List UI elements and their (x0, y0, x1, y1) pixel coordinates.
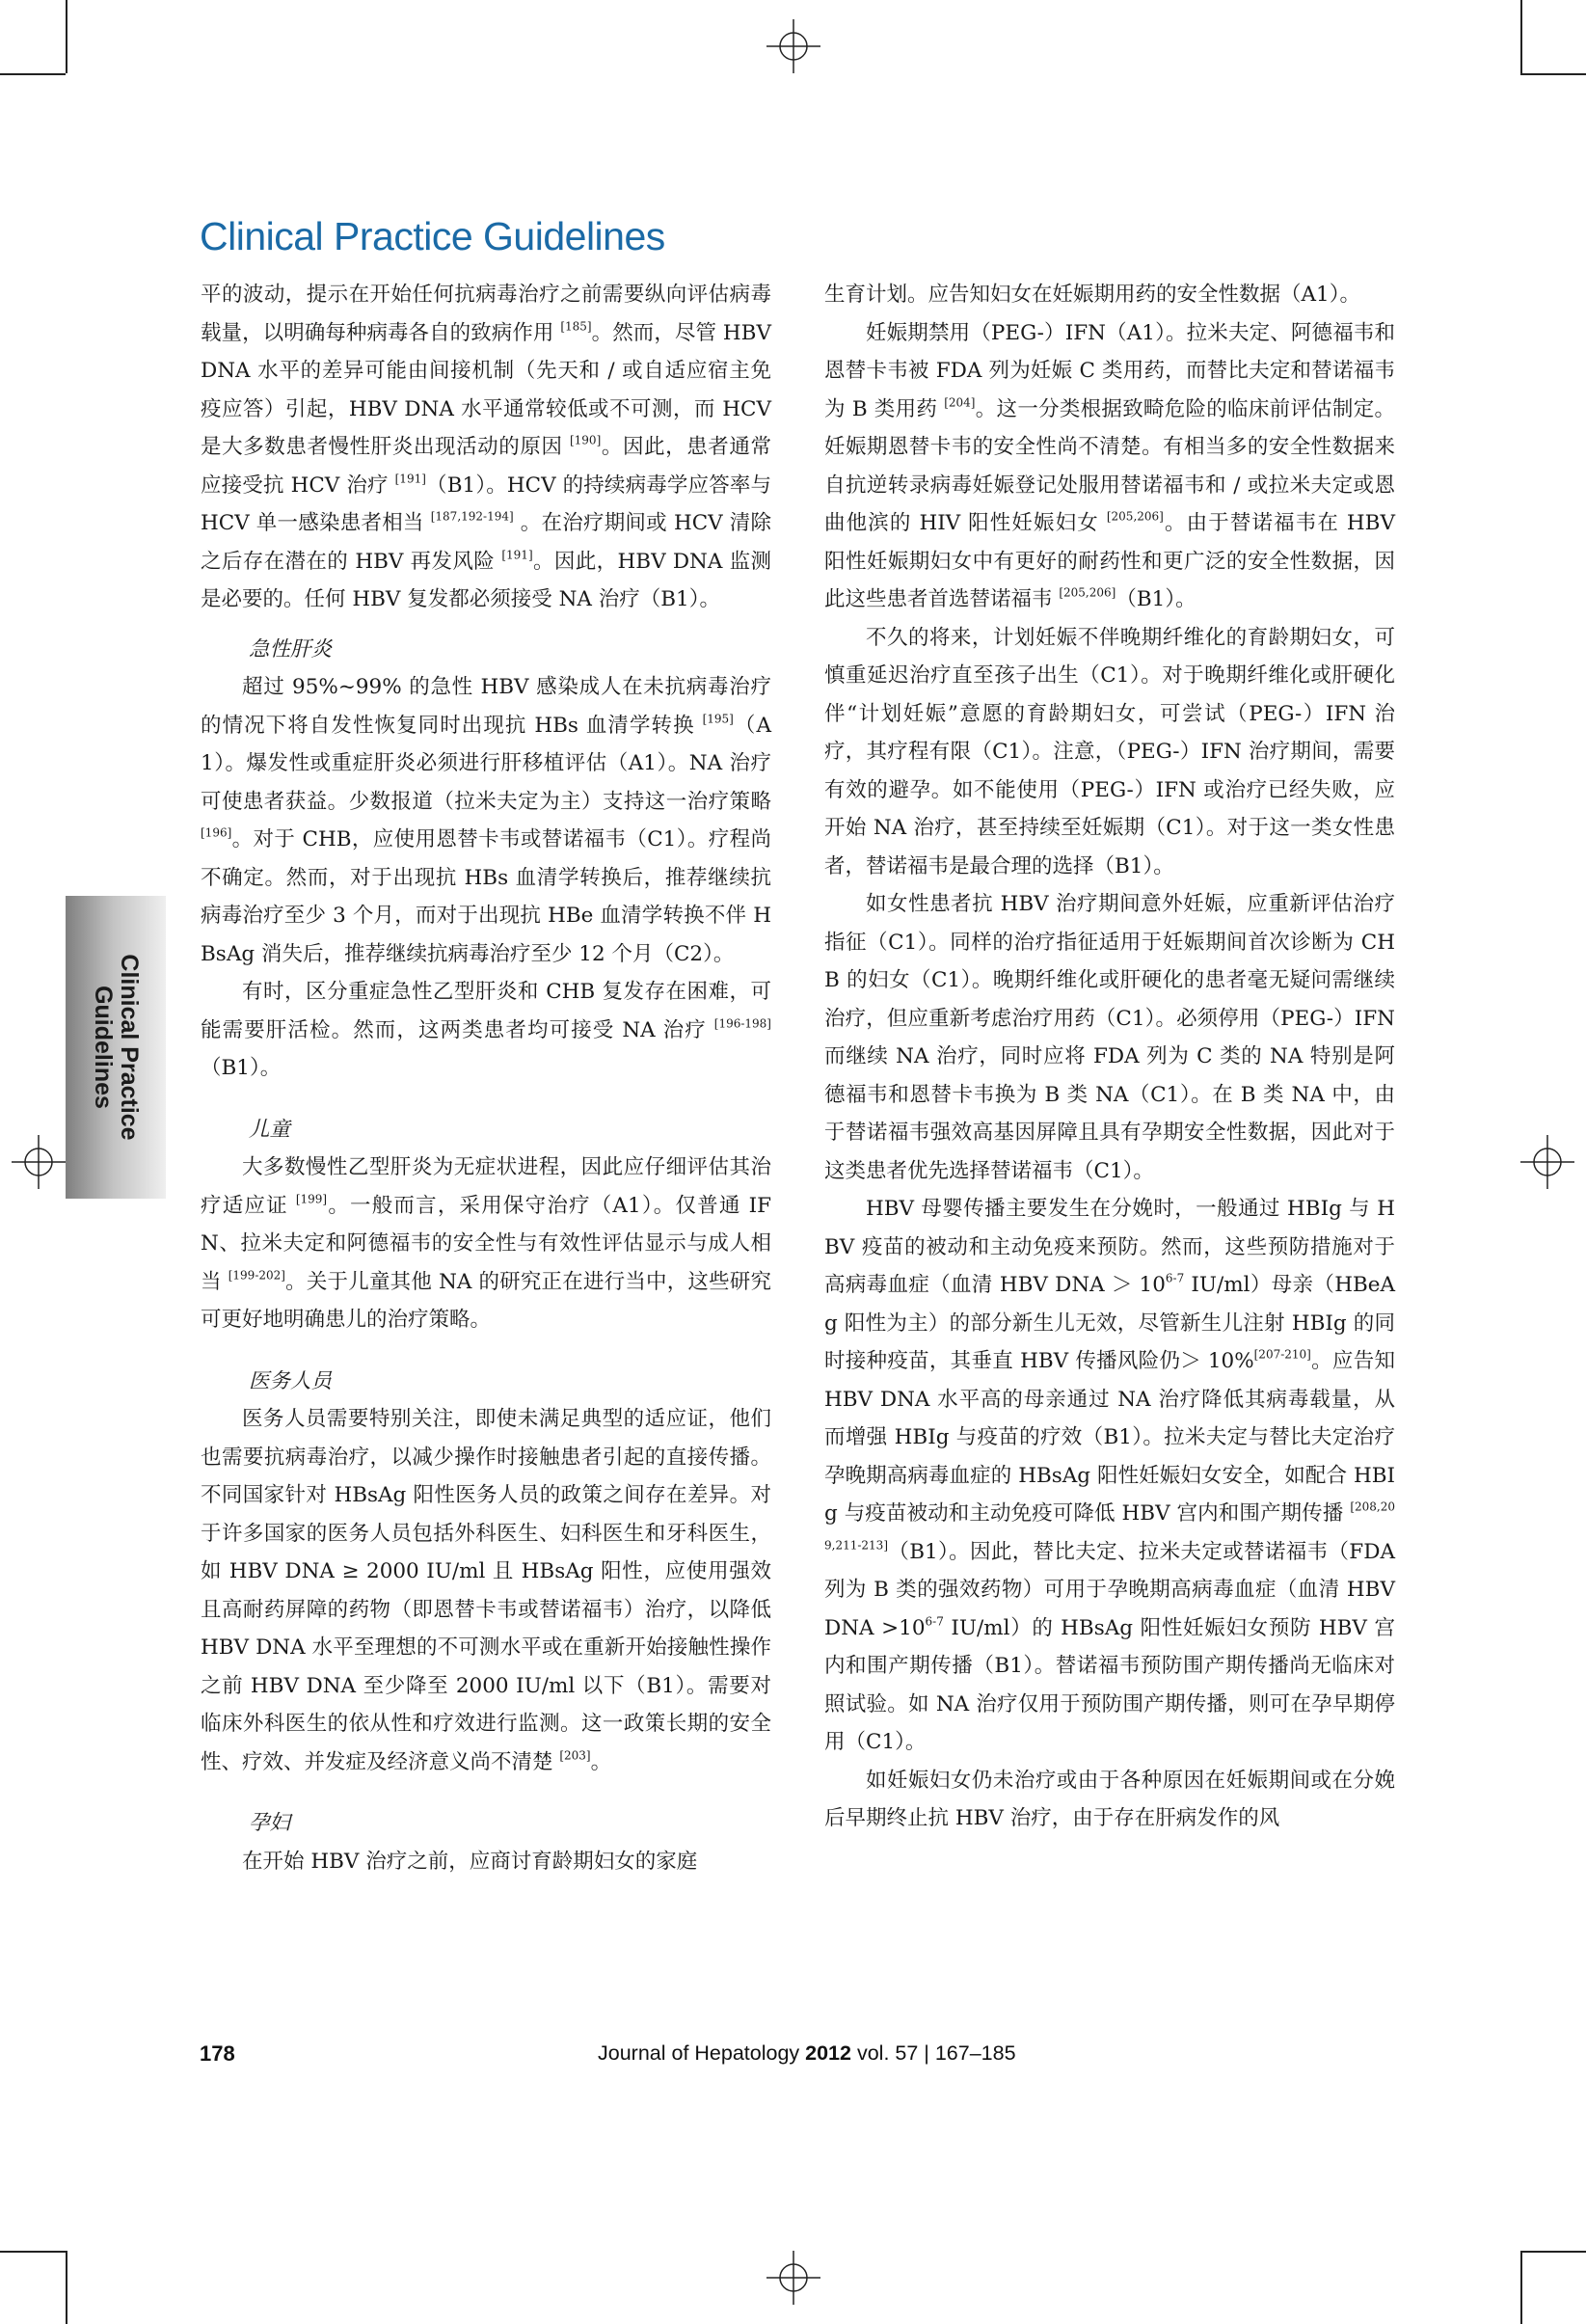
journal-citation (598, 2041, 1016, 2066)
citation-superscript: [185] (560, 318, 592, 333)
crop-mark (1520, 2251, 1522, 2324)
journal-volume-pages: vol. 57 | 167–185 (850, 2041, 1016, 2065)
page-header-title: Clinical Practice Guidelines (200, 214, 665, 258)
crop-mark (0, 73, 66, 75)
citation-superscript: [208,209,211-213] (824, 1500, 1395, 1552)
page-number: 178 (200, 2041, 235, 2066)
citation-superscript: [196-198] (713, 1015, 771, 1030)
citation-superscript: [203] (559, 1747, 591, 1762)
section-heading-healthcare-workers: 医务人员 (249, 1368, 333, 1393)
paragraph: 医务人员需要特别关注，即使未满足典型的适应证，他们也需要抗病毒治疗，以减少操作时接触患者引起的直接传播。不同国家针对 HBsAg 阳性医务人员的政策之间存在差异。对于许多国家的医务人员包括外科医生、妇科医生和牙科医生，如 HBV DNA ≥ 2000 IU/ml 且 HBsAg 阳性，应使用强效且高耐药屏障的药物（即恩替卡韦或替诺福韦）治疗，以降低 HBV DNA 水平至理想的不可测水平或在重新开始接触性操作之前 HBV DNA 至少降至 2000 IU/ml 以下（B1）。需要对临床外科医生的依从性和疗效进行监测。这一政策长期的安全性、疗效、并发症及经济意义尚不清楚 [203]。 (201, 1407, 771, 1774)
paragraph: 超过 95%~99% 的急性 HBV 感染成人在未抗病毒治疗的情况下将自发性恢复同时出现抗 HBs 血清学转换 [195]（A1）。爆发性或重症肝炎必须进行肝移植评估（A1）。NA 治疗可使患者获益。少数报道（拉米夫定为主）支持这一治疗策略 [196]。对于 CHB，应使用恩替卡韦或替诺福韦（C1）。疗程尚不确定。然而，对于出现抗 HBs 血清学转换后，推荐继续抗病毒治疗至少 3 个月，而对于出现抗 HBe 血清学转换不伴 HBsAg 消失后，推荐继续抗病毒治疗至少 12 个月（C2）。 (201, 675, 771, 966)
side-tab-line-2: Guidelines (90, 986, 117, 1109)
paragraph: 妊娠期禁用（PEG-）IFN（A1）。拉米夫定、阿德福韦和恩替卡韦被 FDA 列为妊娠 C 类用药，而替比夫定和替诺福韦为 B 类用药 [204]。这一分类根据致畸危险的临床前评估制定。妊娠期恩替卡韦的安全性尚不清楚。有相当多的安全性数据来自抗逆转录病毒妊娠登记处服用替诺福韦和 / 或拉米夫定或恩曲他滨的 HIV 阳性妊娠妇女 [205,206]。由于替诺福韦在 HBV 阳性妊娠期妇女中有更好的耐药性和更广泛的安全性数据，因此这些患者首选替诺福韦 [205,206]（B1）。 (824, 320, 1395, 611)
side-tab-label (90, 954, 142, 1140)
crop-mark (66, 2251, 67, 2324)
section-heading-acute-hepatitis: 急性肝炎 (249, 636, 333, 662)
registration-mark (766, 19, 820, 73)
crop-mark (1520, 0, 1522, 73)
journal-year: 2012 (805, 2041, 851, 2065)
citation-superscript: [204] (944, 394, 976, 409)
journal-name: Journal of Hepatology (598, 2041, 806, 2065)
paragraph: 平的波动，提示在开始任何抗病毒治疗之前需要纵向评估病毒载量，以明确每种病毒各自的致病作用 [185]。然而，尽管 HBV DNA 水平的差异可能由间接机制（先天和 / 或自适应宿主免疫应答）引起，HBV DNA 水平通常较低或不可测，而 HCV 是大多数患者慢性肝炎出现活动的原因 [190]。因此，患者通常应接受抗 HCV 治疗 [191]（B1）。HCV 的持续病毒学应答率与 HCV 单一感染患者相当 [187,192-194] 。在治疗期间或 HCV 清除之后存在潜在的 HBV 再发风险 [191]。因此，HBV DNA 监测是必要的。任何 HBV 复发都必须接受 NA 治疗（B1）。 (201, 283, 772, 611)
citation-superscript: [205,206] (1059, 585, 1116, 600)
paragraph: 大多数慢性乙型肝炎为无症状进程，因此应仔细评估其治疗适应证 [199]。一般而言，采用保守治疗（A1）。仅普通 IFN、拉米夫定和阿德福韦的安全性与有效性评估显示与成人相当 [199-202]。关于儿童其他 NA 的研究正在进行当中，这些研究可更好地明确患儿的治疗策略。 (201, 1155, 772, 1332)
crop-mark (0, 2251, 66, 2253)
crop-mark (66, 0, 67, 73)
section-heading-pregnant-women: 孕妇 (249, 1811, 291, 1835)
citation-superscript: [196] (201, 825, 232, 840)
paragraph: 有时，区分重症急性乙型肝炎和 CHB 复发存在困难，可能需要肝活检。然而，这两类患者均可接受 NA 治疗 [196-198]（B1）。 (201, 980, 771, 1080)
paragraph: 如女性患者抗 HBV 治疗期间意外妊娠，应重新评估治疗指征（C1）。同样的治疗指征适用于妊娠期间首次诊断为 CHB 的妇女（C1）。晚期纤维化或肝硬化的患者毫无疑问需继续治疗，但应重新考虑治疗用药（C1）。必须停用（PEG-）IFN 而继续 NA 治疗，同时应将 FDA 列为 C 类的 NA 特别是阿德福韦和恩替卡韦换为 B 类 NA（C1）。在 B 类 NA 中，由于替诺福韦强效高基因屏障且具有孕期安全性数据，因此对于这类患者优先选择替诺福韦（C1）。 (824, 892, 1395, 1183)
crop-mark (1520, 2251, 1586, 2253)
registration-mark (1520, 1135, 1574, 1189)
paragraph: 不久的将来，计划妊娠不伴晚期纤维化的育龄期妇女，可慎重延迟治疗直至孩子出生（C1）。对于晚期纤维化或肝硬化伴“计划妊娠”意愿的育龄期妇女，可尝试（PEG-）IFN 治疗，其疗程有限（C1）。注意，（PEG-）IFN 治疗期间，需要有效的避孕。如不能使用（PEG-）IFN 或治疗已经失败，应开始 NA 治疗，甚至持续至妊娠期（C1）。对于这一类女性患者，替诺福韦是最合理的选择（B1）。 (824, 625, 1395, 878)
section-heading-children: 儿童 (249, 1117, 291, 1142)
registration-mark (766, 2251, 820, 2305)
paragraph: HBV 母婴传播主要发生在分娩时，一般通过 HBIg 与 HBV 疫苗的被动和主动免疫来预防。然而，这些预防措施对于高病毒血症（血清 HBV DNA ＞ $10^{6-7}$ IU/ml）母亲（HBeAg 阳性为主）的部分新生儿无效，尽管新生儿注射 HBIg 的同时接种疫苗，其垂直 HBV 传播风险仍＞ 10%[207-210]。应告知 HBV DNA 水平高的母亲通过 NA 治疗降低其病毒载量，从而增强 HBIg 与疫苗的疗效（B1）。拉米夫定与替比夫定治疗孕晚期高病毒血症的 HBsAg 阳性妊娠妇女安全，如配合 HBIg 与疫苗被动和主动免疫可降低 HBV 宫内和围产期传播 [208,209,211-213]（B1）。因此，替比夫定、拉米夫定或替诺福韦（FDA 列为 B 类的强效药物）可用于孕晚期高病毒血症（血清 HBV DNA $>10^{6-7}$ IU/ml）的 HBsAg 阳性妊娠妇女预防 HBV 宫内和围产期传播（B1）。替诺福韦预防围产期传播尚无临床对照试验。如 NA 治疗仅用于预防围产期传播，则可在孕早期停用（C1）。 (824, 1197, 1395, 1754)
citation-superscript: [199-202] (228, 1267, 285, 1282)
citation-superscript: [191] (394, 471, 426, 485)
right-column (824, 276, 1395, 1838)
citation-superscript: 6-7 (925, 1613, 944, 1628)
citation-superscript: 6-7 (1165, 1271, 1185, 1285)
citation-superscript: [199] (295, 1191, 328, 1205)
left-column (201, 276, 771, 1880)
citation-superscript: [187,192-194] (430, 509, 514, 524)
citation-superscript: [190] (569, 433, 602, 447)
registration-mark (12, 1135, 66, 1189)
paragraph: 生育计划。应告知妇女在妊娠期用药的安全性数据（A1）。 (824, 283, 1360, 307)
paragraph: 在开始 HBV 治疗之前，应商讨育龄期妇女的家庭 (242, 1849, 698, 1874)
citation-superscript: [191] (501, 547, 533, 561)
crop-mark (1520, 73, 1586, 75)
paragraph: 如妊娠妇女仍未治疗或由于各种原因在妊娠期间或在分娩后早期终止抗 HBV 治疗，由于存在肝病发作的风 (824, 1768, 1395, 1830)
citation-superscript: [195] (702, 711, 734, 725)
citation-superscript: [205,206] (1106, 509, 1164, 524)
citation-superscript: [207-210] (1253, 1347, 1311, 1362)
side-tab-line-1: Clinical Practice (116, 954, 143, 1141)
